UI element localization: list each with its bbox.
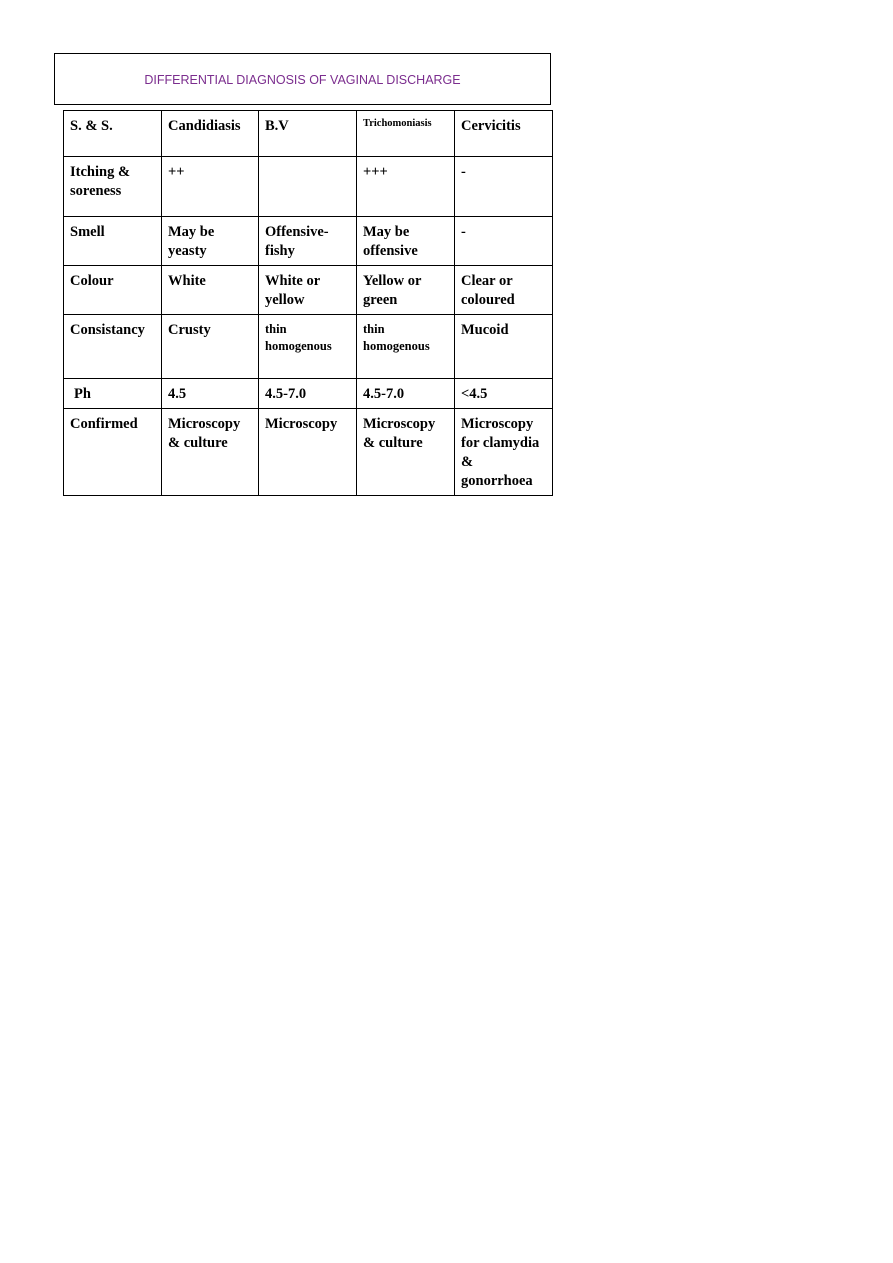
table-cell: +++ xyxy=(357,157,455,217)
table-cell: Microscopy & culture xyxy=(162,409,259,496)
header-cell-cervicitis: Cervicitis xyxy=(455,111,553,157)
table-cell: 4.5 xyxy=(162,379,259,409)
header-cell-candidiasis: Candidiasis xyxy=(162,111,259,157)
table-cell: thin homogenous xyxy=(357,315,455,379)
title-box xyxy=(54,53,551,105)
row-label-colour: Colour xyxy=(64,266,162,315)
table-cell: Microscopy for clamydia & gonorrhoea xyxy=(455,409,553,496)
row-label-consistancy: Consistancy xyxy=(64,315,162,379)
page-title: DIFFERENTIAL DIAGNOSIS OF VAGINAL DISCHARGE xyxy=(144,72,461,87)
table-row xyxy=(64,409,553,496)
table-cell: Yellow or green xyxy=(357,266,455,315)
table-cell: Mucoid xyxy=(455,315,553,379)
table-cell: Clear or coloured xyxy=(455,266,553,315)
table-cell xyxy=(259,157,357,217)
table-cell: ++ xyxy=(162,157,259,217)
table-cell: Offensive-fishy xyxy=(259,217,357,266)
table-cell: Crusty xyxy=(162,315,259,379)
header-cell-symptoms: S. & S. xyxy=(64,111,162,157)
table-row xyxy=(64,315,553,379)
header-cell-bv: B.V xyxy=(259,111,357,157)
table-cell: Microscopy & culture xyxy=(357,409,455,496)
table-row xyxy=(64,266,553,315)
differential-diagnosis-table xyxy=(63,110,553,496)
table-row xyxy=(64,217,553,266)
table-row xyxy=(64,157,553,217)
table-header-row xyxy=(64,111,553,157)
header-cell-trichomoniasis: Trichomoniasis xyxy=(357,111,455,157)
table-cell: 4.5-7.0 xyxy=(357,379,455,409)
table-row xyxy=(64,379,553,409)
table-cell: thin homogenous xyxy=(259,315,357,379)
table-cell: 4.5-7.0 xyxy=(259,379,357,409)
table-cell: Microscopy xyxy=(259,409,357,496)
table-cell: - xyxy=(455,157,553,217)
table-cell: - xyxy=(455,217,553,266)
row-label-smell: Smell xyxy=(64,217,162,266)
row-label-ph: Ph xyxy=(64,379,162,409)
row-label-itching: Itching & soreness xyxy=(64,157,162,217)
table-cell: <4.5 xyxy=(455,379,553,409)
table-cell: White xyxy=(162,266,259,315)
table-cell: White or yellow xyxy=(259,266,357,315)
table-cell: May be offensive xyxy=(357,217,455,266)
table-cell: May be yeasty xyxy=(162,217,259,266)
row-label-confirmed: Confirmed xyxy=(64,409,162,496)
